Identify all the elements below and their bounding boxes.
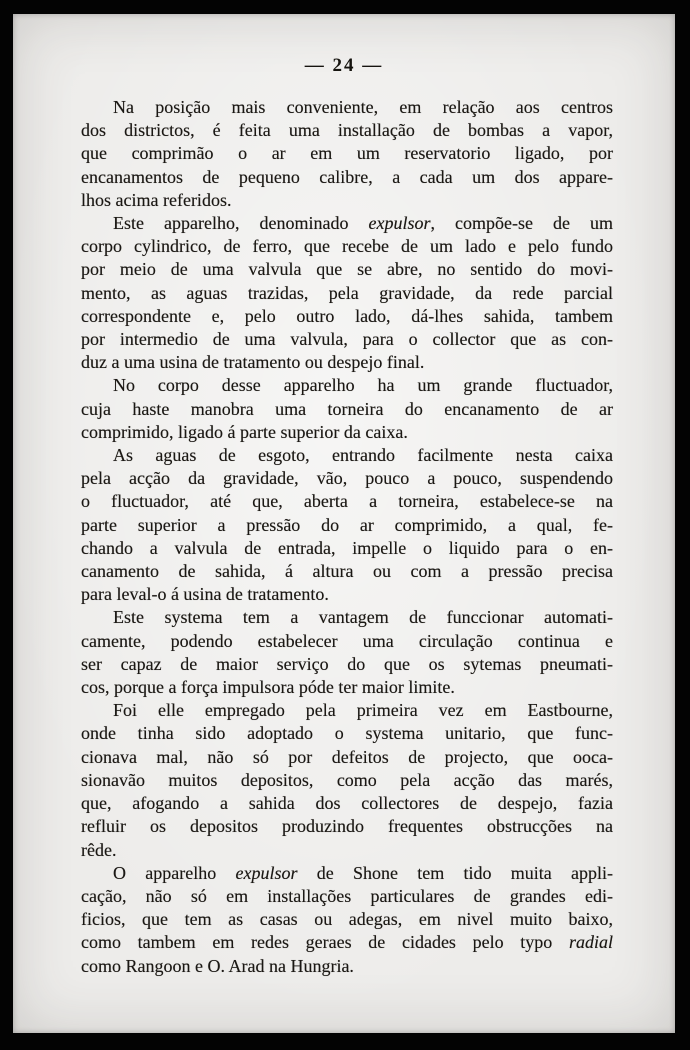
paragraph [81,606,613,699]
italic-term: expulsor [235,862,298,883]
text-line [81,699,613,722]
text-run: pela acção da gravidade, vão, pouco a pouco, suspendendo [81,468,613,489]
text-run: corpo cylindrico, de ferro, que recebe de um lado e pelo fundo [81,236,613,257]
paragraph [81,212,613,374]
paragraph [81,699,613,861]
text-run: encanamentos de pequeno calibre, a cada um dos appare- [81,166,613,187]
text-line [81,653,613,676]
text-run: cionava mal, não só por defeitos de projecto, que ooca- [81,746,613,767]
text-run: como Rangoon e O. Arad na Hungria. [81,955,354,976]
text-line [81,630,613,653]
text-run: ser capaz de maior serviço do que os sytemas pneumati- [81,653,613,674]
text-run: dos districtos, é feita uma installação de bombas a vapor, [81,120,613,141]
text-run: que, afogando a sahida dos collectores de despejo, fazia [81,793,613,814]
text-line [81,606,613,629]
body-text [81,96,613,978]
text-line [81,815,613,838]
text-run: correspondente e, pelo outro lado, dá-lhes sahida, tambem [81,305,613,326]
text-run: cos, porque a força impulsora póde ter maior limite. [81,677,455,698]
text-run: cação, não só em installações particulares de grandes edi- [81,885,613,906]
text-line [81,722,613,745]
text-run: O apparelho [113,862,236,883]
text-run: ficios, que tem as casas ou adegas, em nivel muito baixo, [81,909,613,930]
text-run: por intermedio de uma valvula, para o collector que as con- [81,329,613,350]
text-line [81,792,613,815]
text-run: canamento de sahida, á altura ou com a pressão precisa [81,561,613,582]
text-run: como tambem em redes geraes de cidades pelo typo [81,932,569,953]
text-run: o fluctuador, até que, aberta a torneira, estabelece-se na [81,491,613,512]
paragraph [81,444,613,606]
book-page [13,14,675,1033]
text-run: parte superior a pressão do ar comprimido, a qual, fe- [81,514,613,535]
text-line [81,258,613,281]
text-run: , compõe-se de um [430,213,613,234]
text-line [81,746,613,769]
text-line [81,839,613,862]
page-number: — 24 — [304,55,384,76]
text-run: onde tinha sido adoptado o systema unitario, que func- [81,723,613,744]
text-run: Este apparelho, denominado [113,213,369,234]
text-line [81,305,613,328]
text-line [81,119,613,142]
text-line [81,398,613,421]
text-run: Na posição mais conveniente, em relação aos centros [113,97,613,117]
text-line [81,328,613,351]
text-run: duz a uma usina de tratamento ou despejo final. [81,352,425,373]
text-run: comprimido, ligado á parte superior da caixa. [81,421,408,442]
paragraph [81,96,613,212]
text-run: sionavão muitos depositos, como pela acção das marés, [81,769,613,790]
text-line [81,537,613,560]
text-run: por meio de uma valvula que se abre, no sentido do movi- [81,259,613,280]
text-line [81,955,613,978]
text-run: As aguas de esgoto, entrando facilmente nesta caixa [113,445,613,466]
italic-term: expulsor [368,213,431,234]
text-line [81,467,613,490]
text-run: que comprimão o ar em um reservatorio ligado, por [81,143,613,164]
text-line [81,351,613,374]
text-run: refluir os depositos produzindo frequentes obstrucções na [81,816,613,837]
text-line [81,490,613,513]
text-line [81,166,613,189]
text-run: Este systema tem a vantagem de funccionar automati- [113,607,613,628]
text-line [81,212,613,235]
text-line [81,908,613,931]
text-line [81,676,613,699]
text-line [81,374,613,397]
text-line [81,421,613,444]
italic-term: radial [568,932,613,953]
text-line [81,235,613,258]
text-line [81,583,613,606]
text-run: de Shone tem tido muita appli- [297,862,613,883]
text-line [81,862,613,885]
text-line [81,514,613,537]
text-run: cuja haste manobra uma torneira do encanamento de ar [81,398,613,419]
text-line [81,189,613,212]
text-run: Foi elle empregado pela primeira vez em Eastbourne, [113,700,613,721]
text-line [81,142,613,165]
text-line [81,444,613,467]
text-line [81,96,613,119]
text-line [81,560,613,583]
text-run: lhos acima referidos. [81,189,232,210]
text-run: rêde. [81,839,117,860]
text-run: camente, podendo estabelecer uma circulação continua e [81,630,613,651]
text-line [81,769,613,792]
text-run: No corpo desse apparelho ha um grande fluctuador, [113,375,613,396]
text-line [81,931,613,954]
paragraph [81,862,613,978]
text-line [81,885,613,908]
text-line [81,282,613,305]
paragraph [81,374,613,444]
text-run: mento, as aguas trazidas, pela gravidade, da rede parcial [81,282,613,303]
text-run: chando a valvula de entrada, impelle o liquido para o en- [81,537,613,558]
text-run: para leval-o á usina de tratamento. [81,584,329,605]
